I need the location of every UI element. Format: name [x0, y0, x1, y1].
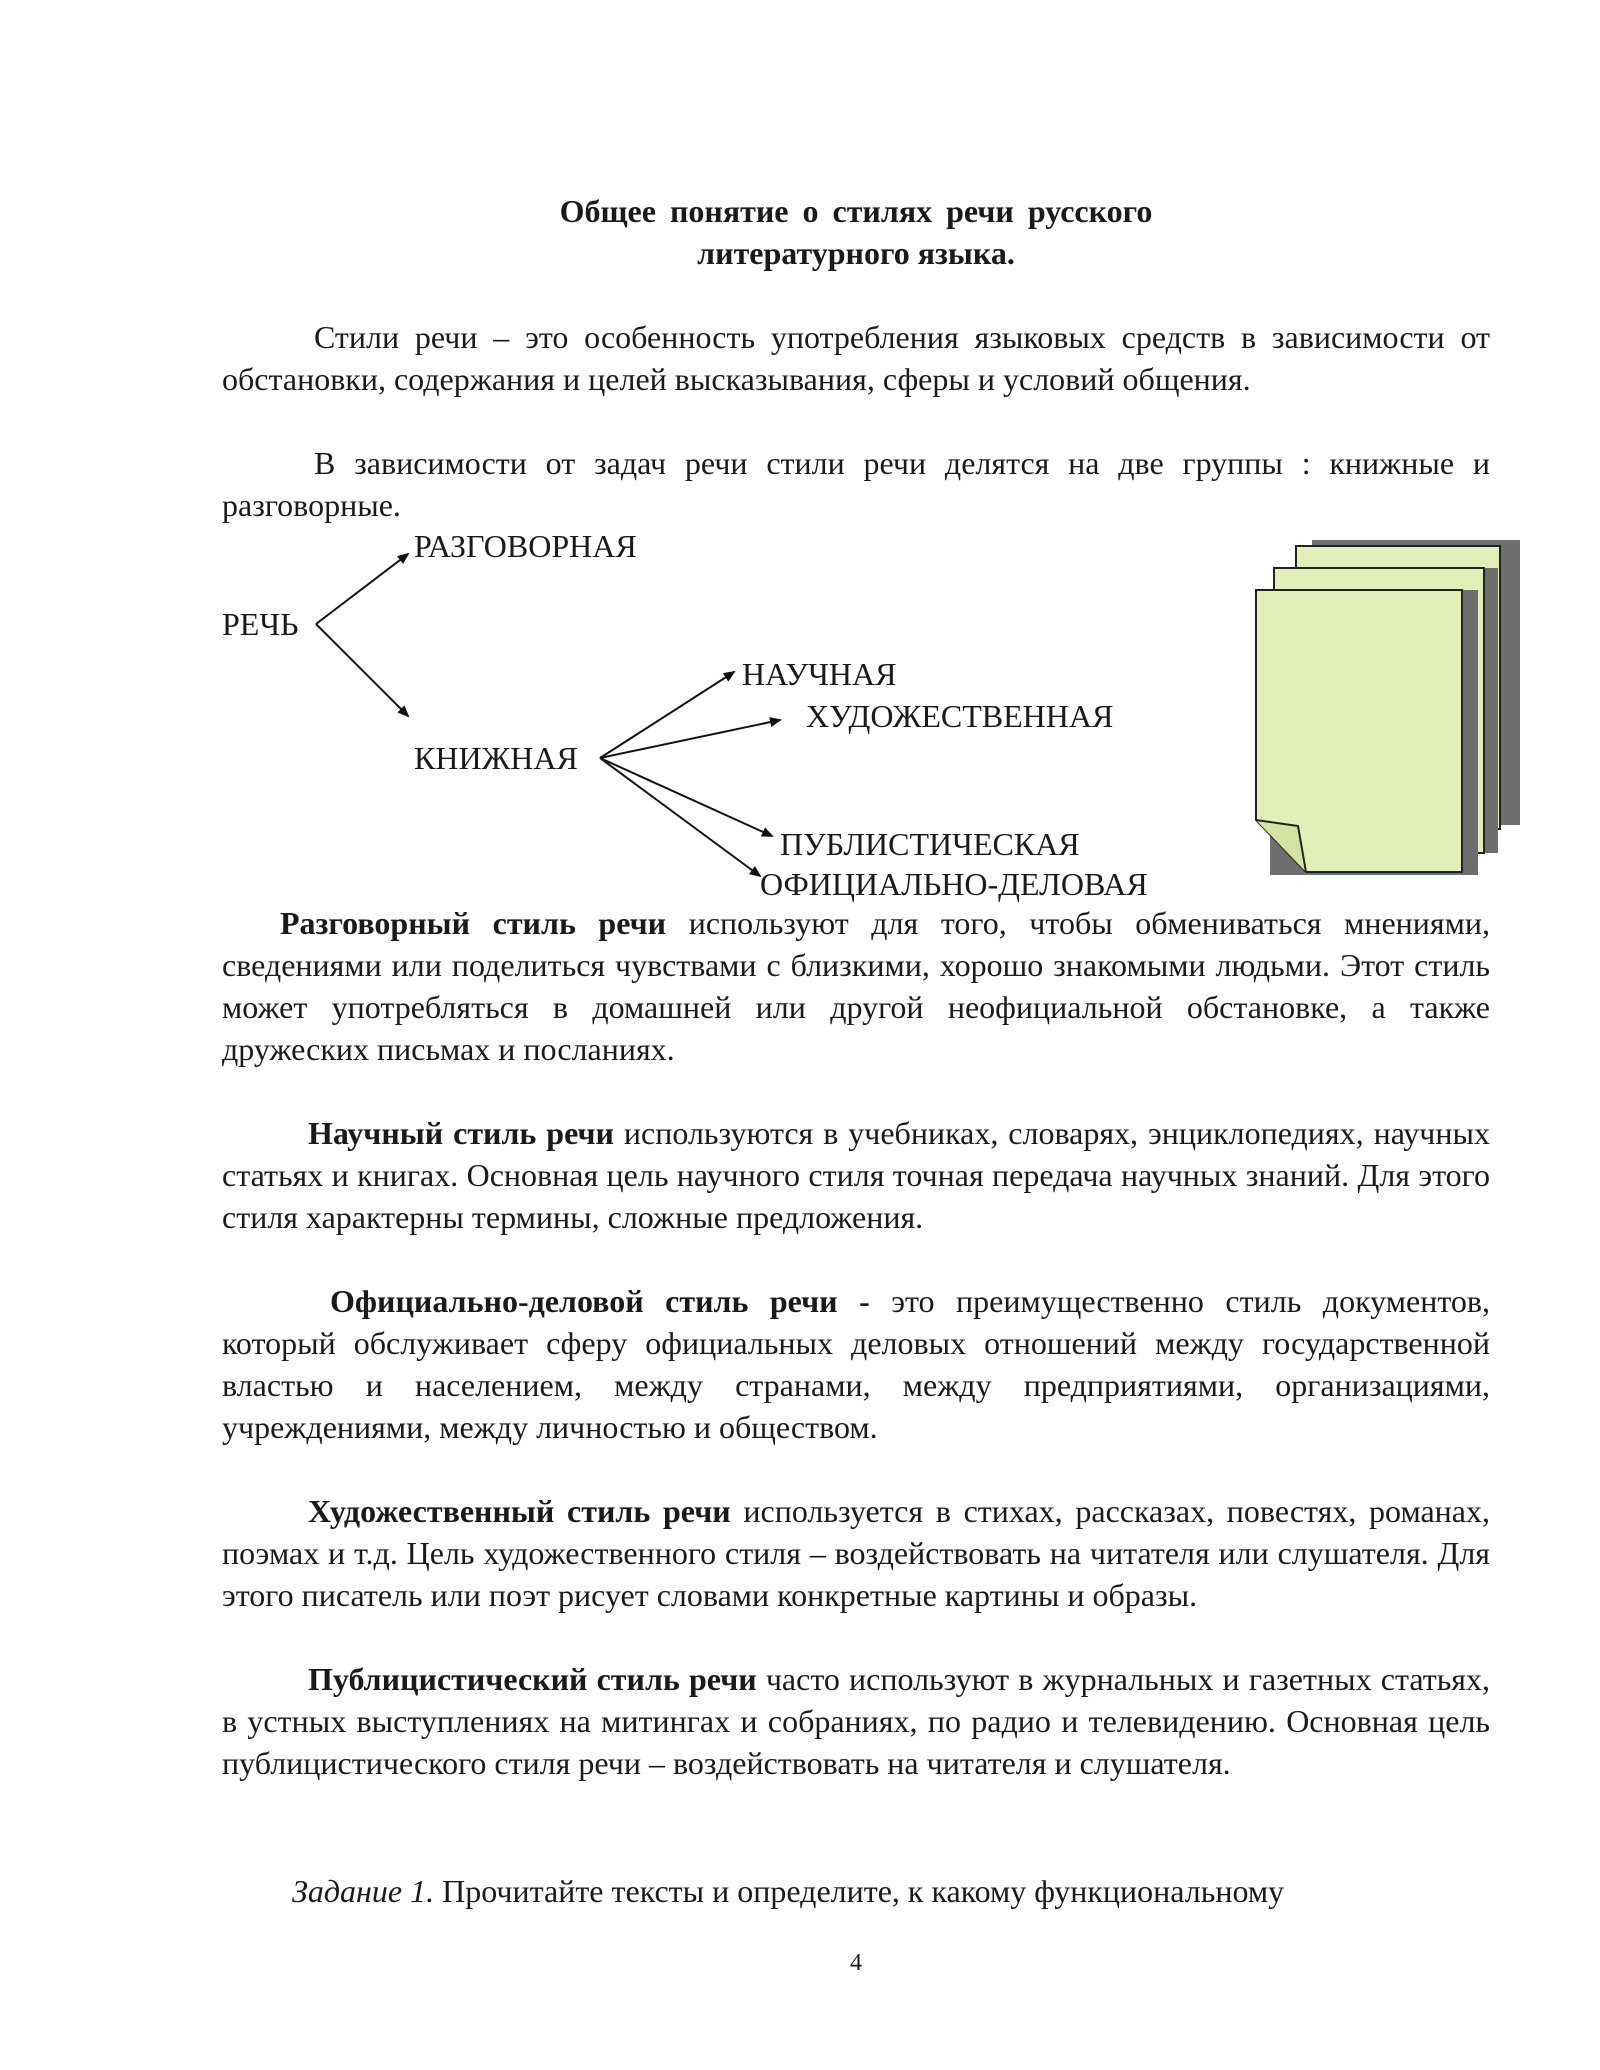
arrow-to-scientific [600, 672, 734, 758]
arrow-to-artistic [600, 720, 780, 758]
diagram-colloquial: РАЗГОВОРНАЯ [414, 528, 637, 564]
scientific-style-text: используются в учебниках, словарях, энциклопедиях, научных статьях и книгах. Основная цель научного стиля точная передача научных знаний. Для этого стиля характерны термины, сложные предложения. [222, 1115, 1490, 1235]
task-paragraph [222, 1870, 1490, 1912]
official-style-text: это преимущественно стиль документов, который обслуживает сферу официальных деловых отношений между государственной властью и населением, между странами, между предприятиями, организациями, учреждениями, между личностью и обществом. [222, 1283, 1490, 1445]
diagram-root-speech: РЕЧЬ [222, 606, 299, 642]
scientific-style-paragraph [222, 1112, 1490, 1238]
arrow-to-publicistic [600, 758, 772, 836]
colloquial-style-term: Разговорный стиль речи [280, 905, 667, 941]
page-title [0, 190, 1600, 274]
artistic-style-text: используется в стихах, рассказах, повестях, романах, поэмах и т.д. Цель художественного стиля – воздействовать на читателя или слушателя. Для этого писатель или поэт рисует словами конкретные картины и образы. [222, 1493, 1490, 1613]
artistic-style-term: Художественный стиль речи [308, 1493, 731, 1529]
diagram-artistic: ХУДОЖЕСТВЕННАЯ [806, 698, 1114, 734]
publicistic-style-term: Публицистический стиль речи [308, 1661, 757, 1697]
publicistic-style-text: часто используют в журнальных и газетных статьях, в устных выступлениях на митингах и собраниях, по радио и телевидению. Основная цель публицистического стиля речи – воздействовать на читателя и слушателя. [222, 1661, 1491, 1781]
arrow-to-official [600, 758, 760, 876]
official-style-term: Официально-деловой стиль речи - [330, 1283, 870, 1319]
title-line-2: литературного языка. [697, 235, 1015, 271]
arrow-to-bookish [316, 624, 408, 716]
title-line-1: Общее понятие о стилях речи русского [559, 193, 1153, 229]
artistic-style-paragraph [222, 1490, 1490, 1616]
task-label: Задание 1. [292, 1873, 435, 1909]
arrow-to-colloquial [316, 554, 408, 624]
colloquial-style-paragraph [222, 902, 1490, 1070]
task-text: Прочитайте тексты и определите, к какому функциональному [434, 1873, 1285, 1909]
official-style-paragraph [222, 1280, 1490, 1448]
scientific-style-term: Научный стиль речи [308, 1115, 614, 1151]
intro-paragraph-1: Стили речи – это особенность употребления языковых средств в зависимости от обстановки, содержания и целей высказывания, сферы и условий общения. [222, 319, 1490, 397]
diagram-scientific: НАУЧНАЯ [742, 656, 897, 692]
colloquial-style-text: используют для того, чтобы обмениваться мнениями, сведениями или поделиться чувствами с близкими, хорошо знакомыми людьми. Этот стиль может употребляться в домашней или другой неофициальной обстановке, а также дружеских письмах и посланиях. [222, 905, 1491, 1067]
publicistic-style-paragraph [222, 1658, 1490, 1784]
page-number: 4 [850, 1950, 862, 1976]
diagram-bookish: КНИЖНАЯ [414, 740, 578, 776]
intro-paragraph-2: В зависимости от задач речи стили речи делятся на две группы : книжные и разговорные. [222, 445, 1490, 523]
diagram-publicistic: ПУБЛИСТИЧЕСКАЯ [780, 826, 1080, 862]
speech-styles-diagram [0, 520, 1600, 910]
diagram-official: ОФИЦИАЛЬНО-ДЕЛОВАЯ [760, 866, 1148, 902]
stacked-pages-icon [1256, 540, 1520, 875]
